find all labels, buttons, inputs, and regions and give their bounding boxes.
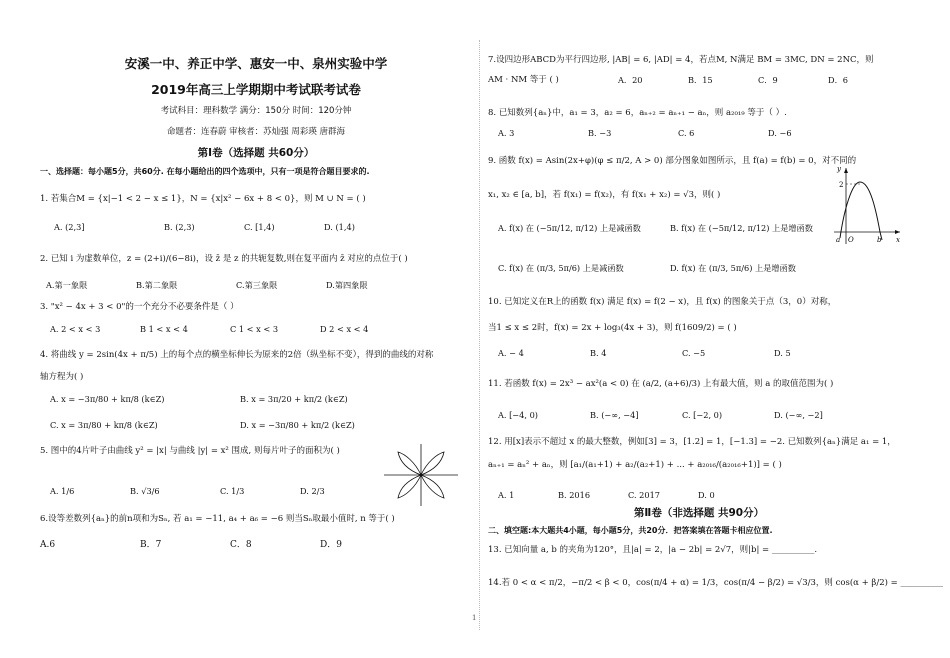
question-14: 14.若 0 < α < π/2，−π/2 < β < 0，cos(π/4 + α) = 1/3，cos(π/4 − β/2) = √3/3，则 cos(α + β/2) = __________ (488, 578, 943, 588)
q8-option-b: B. −3 (588, 128, 612, 138)
q9-option-d: D. f(x) 在 (π/3, 5π/6) 上是增函数 (670, 263, 796, 273)
q4-option-d: D. x = −3π/80 + kπ/2 (k∈Z) (240, 420, 355, 430)
question-10-cont: 当1 ≤ x ≤ 2时，f(x) = 2x + log₃(4x + 3)，则 f(1609/2) = ( ) (488, 323, 737, 333)
page-number: 1 (472, 614, 477, 622)
q10-option-a: A. − 4 (498, 348, 524, 358)
q10-option-b: B. 4 (590, 348, 607, 358)
question-12-cont: aₙ₊₁ = aₙ² + aₙ，则 [a₁/(a₁+1) + a₂/(a₂+1) + ... + a₂₀₁₆/(a₂₀₁₆+1)] = ( ) (488, 460, 782, 470)
q2-option-b: B.第二象限 (136, 280, 178, 290)
q12-option-a: A. 1 (498, 490, 515, 500)
q5-option-b: B. √3/6 (130, 486, 160, 496)
q9-function-graph (830, 160, 902, 246)
graph-x-label: x (896, 236, 900, 244)
question-9-cont: x₁, x₂ ∈ [a, b]，若 f(x₁) = f(x₂)，有 f(x₁ + x₂) = √3，则( ) (488, 190, 721, 200)
graph-y-label: y (837, 165, 841, 173)
q12-option-d: D. 0 (698, 490, 715, 500)
q4-option-a: A. x = −3π/80 + kπ/8 (k∈Z) (50, 394, 165, 404)
q4-option-c: C. x = 3π/80 + kπ/8 (k∈Z) (50, 420, 158, 430)
question-2: 2. 已知 i 为虚数单位，z = (2+i)/(6−8i)，设 z̄ 是 z 的共轭复数,则在复平面内 z̄ 对应的点位于( ) (40, 254, 408, 264)
question-1: 1. 若集合M = {x|−1 < 2 − x ≤ 1}，N = {x|x² − 6x + 8 < 0}，则 M ∪ N = ( ) (40, 194, 366, 204)
left-column (40, 0, 472, 658)
part1-instructions: 一、选择题：每小题5分，共60分. 在每小题给出的四个选项中，只有一项是符合题目要求的. (40, 167, 370, 176)
exam-title: 2019年高三上学期期中考试联考试卷 (151, 82, 361, 97)
question-12: 12. 用[x]表示不超过 x 的最大整数，例如[3] = 3，[1.2] = 1，[−1.3] = −2. 已知数列{aₙ}满足 a₁ = 1， (488, 437, 896, 447)
q8-option-d: D. −6 (768, 128, 792, 138)
q8-option-c: C. 6 (678, 128, 695, 138)
question-10: 10. 已知定义在R上的函数 f(x) 满足 f(x) = f(2 − x)，且 f(x) 的图象关于点（3，0）对称， (488, 297, 837, 307)
graph-origin-label: O (848, 236, 854, 244)
q7-option-b: B．15 (688, 75, 713, 85)
q5-option-a: A. 1/6 (50, 486, 75, 496)
column-divider (479, 40, 480, 630)
question-4-cont: 轴方程为( ) (40, 372, 84, 382)
q9-option-a: A. f(x) 在 (−5π/12, π/12) 上是减函数 (498, 223, 641, 233)
q3-option-b: B 1 < x < 4 (140, 324, 188, 334)
part2-title: 第Ⅱ卷（非选择题 共90分） (633, 507, 765, 519)
leaf-1 (421, 452, 444, 475)
q2-option-a: A.第一象限 (46, 280, 88, 290)
q7-option-d: D．6 (828, 75, 848, 85)
q6-option-d: D．9 (320, 540, 342, 550)
question-3: 3. "x² − 4x + 3 < 0"的一个充分不必要条件是（ ） (40, 302, 239, 312)
q2-option-c: C.第三象限 (236, 280, 278, 290)
question-6: 6.设等差数列{aₙ}的前n项和为Sₙ, 若 a₁ = −11, a₄ + a₆ = −6 则当Sₙ取最小值时, n 等于( ) (40, 514, 395, 524)
q3-option-c: C 1 < x < 3 (230, 324, 279, 334)
graph-y-tick: 2 (839, 181, 844, 189)
graph-x-arrow (895, 230, 900, 234)
q11-option-b: B. (−∞, −4] (590, 410, 639, 420)
school-names: 安溪一中、养正中学、惠安一中、泉州实验中学 (124, 56, 388, 71)
exam-authors: 命题者：连春蔚 审核者：苏灿强 周彩瑛 唐群海 (166, 127, 346, 137)
q10-option-c: C. −5 (682, 348, 706, 358)
question-5: 5. 图中的4片叶子由曲线 y² = |x| 与曲线 |y| = x² 围成, 则每片叶子的面积为( ) (40, 446, 340, 456)
q2-option-d: D.第四象限 (326, 280, 368, 290)
graph-b-label: b (877, 236, 882, 244)
q1-option-a: A. (2,3] (54, 222, 85, 232)
q12-option-b: B. 2016 (558, 490, 591, 500)
leaf-4 (421, 475, 444, 498)
part1-title: 第Ⅰ卷（选择题 共60分） (197, 147, 315, 159)
q6-option-a: A.6 (40, 540, 56, 550)
q4-option-b: B. x = 3π/20 + kπ/2 (k∈Z) (240, 394, 348, 404)
q3-option-a: A. 2 < x < 3 (50, 324, 101, 334)
q1-option-d: D. (1,4) (324, 222, 355, 232)
q5-option-d: D. 2/3 (300, 486, 325, 496)
q7-option-c: C．9 (758, 75, 778, 85)
question-7-cont-text: AM · NM 等于 ( ) (488, 75, 559, 85)
graph-y-arrow (844, 168, 848, 173)
q9-option-c: C. f(x) 在 (π/3, 5π/6) 上是减函数 (498, 263, 624, 273)
question-7: 7.设四边形ABCD为平行四边形, |AB| = 6, |AD| = 4，若点M, N满足 BM = 3MC, DN = 2NC，则 (488, 55, 874, 65)
question-11: 11. 若函数 f(x) = 2x³ − ax²(a < 0) 在 (a/2, (a+6)/3) 上有最大值，则 a 的取值范围为( ) (488, 379, 834, 389)
q11-option-a: A. [−4, 0) (498, 410, 538, 420)
q11-option-d: D. (−∞, −2] (774, 410, 823, 420)
q10-option-d: D. 5 (774, 348, 791, 358)
leaf-2 (398, 452, 421, 475)
q12-option-c: C. 2017 (628, 490, 661, 500)
q1-option-b: B. (2,3) (164, 222, 195, 232)
q3-option-d: D 2 < x < 4 (320, 324, 369, 334)
exam-info: 考试科目：理科数学 满分：150分 时间：120分钟 (160, 106, 352, 116)
four-leaf-figure (382, 442, 460, 508)
q11-option-c: C. [−2, 0) (682, 410, 723, 420)
leaf-3 (398, 475, 421, 498)
q6-option-c: C．8 (230, 540, 252, 550)
q1-option-c: C. [1,4) (244, 222, 275, 232)
part2-instructions: 二、填空题:本大题共4小题，每小题5分，共20分．把答案填在答题卡相应位置. (488, 526, 773, 535)
q5-option-c: C. 1/3 (220, 486, 245, 496)
question-9: 9. 函数 f(x) = Asin(2x+φ)(φ ≤ π/2, A > 0) 部分图象如图所示，且 f(a) = f(b) = 0，对不同的 (488, 156, 857, 166)
q6-option-b: B．7 (140, 540, 162, 550)
right-column (488, 0, 943, 658)
question-4: 4. 将曲线 y = 2sin(4x + π/5) 上的每个点的横坐标伸长为原来的2倍（纵坐标不变），得到的曲线的对称 (40, 350, 434, 360)
q7-option-a: A．20 (618, 75, 643, 85)
question-8: 8. 已知数列{aₙ}中，a₁ = 3，a₂ = 6，aₙ₊₂ = aₙ₊₁ − aₙ，则 a₂₀₁₉ 等于（ ）. (488, 108, 787, 118)
q8-option-a: A. 3 (498, 128, 515, 138)
graph-a-label: a (836, 236, 841, 244)
question-13: 13. 已知向量 a, b 的夹角为120°，且|a| = 2，|a − 2b| = 2√7，则|b| = __________. (488, 545, 818, 555)
q9-option-b: B. f(x) 在 (−5π/12, π/12) 上是增函数 (670, 223, 813, 233)
